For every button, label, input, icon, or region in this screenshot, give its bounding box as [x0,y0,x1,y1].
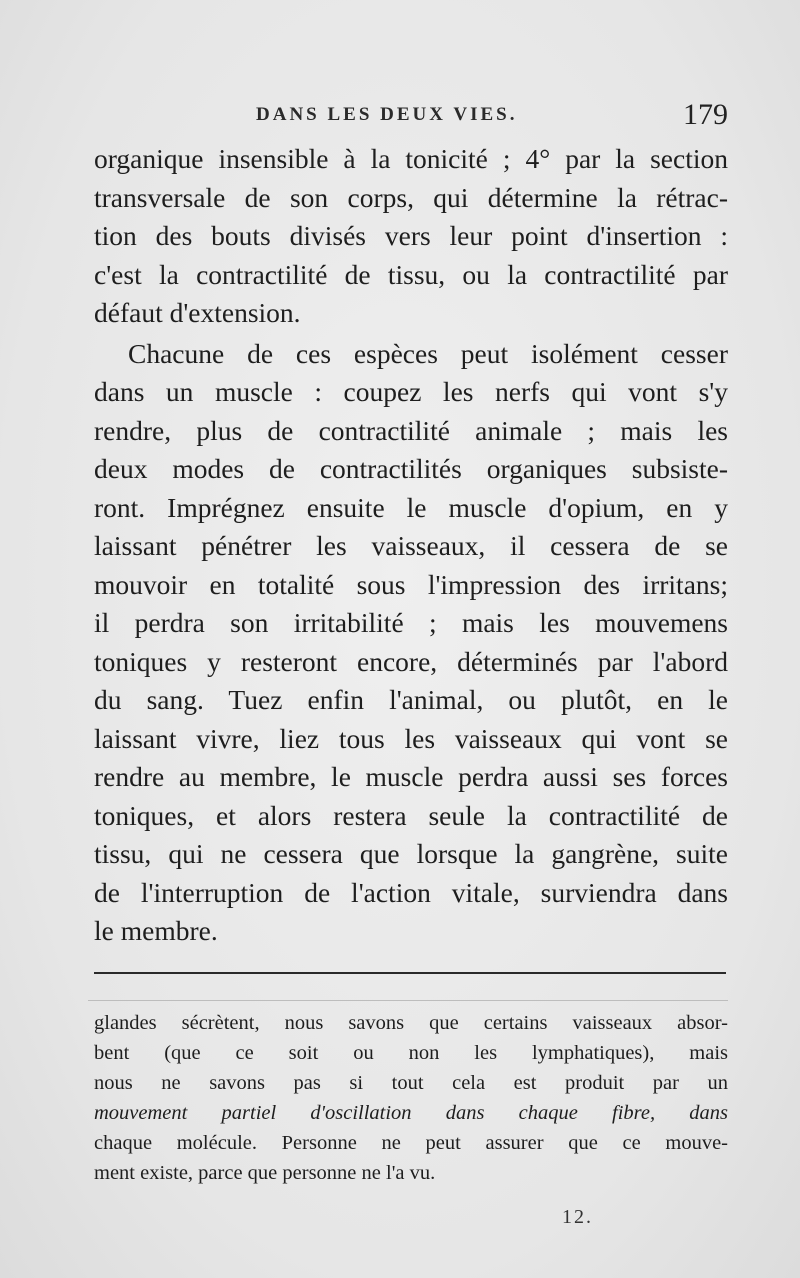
text-line: organique insensible à la tonicité ; 4° par la section [94,143,728,174]
footnote-line: chaque molécule. Personne ne peut assurer que ce mouve- [94,1132,728,1154]
text-line: de l'interruption de l'action vitale, surviendra dans [94,876,728,908]
footnote-line: glandes sécrètent, nous savons que certains vaisseaux absor- [94,1012,728,1034]
text-line: dans un muscle : coupez les nerfs qui vont s'y [94,376,728,407]
text-line: toniques y resteront encore, déterminés par l'abord [94,645,728,677]
text-line: tion des bouts divisés vers leur point d'insertion : [94,220,728,251]
text-line: laissant pénétrer les vaisseaux, il cessera de se [94,530,728,561]
text-line: deux modes de contractilités organiques subsiste- [94,453,728,484]
footnote-separator-faint [88,1000,728,1001]
footnote-line: ment existe, parce que personne ne l'a vu. [94,1162,436,1184]
text-line: tissu, qui ne cessera que lorsque la gangrène, suite [94,838,728,869]
page-header [92,98,730,134]
footnote-line: bent (que ce soit ou non les lymphatiques), mais [94,1042,728,1064]
text-line: rendre au membre, le muscle perdra aussi ses forces [94,761,728,792]
text-line: du sang. Tuez enfin l'animal, ou plutôt, en le [94,684,728,715]
text-line: transversale de son corps, qui détermine la rétrac- [94,181,728,213]
footnote-line: mouvement partiel d'oscillation dans chaque fibre, dans [94,1102,728,1124]
main-text [94,140,728,951]
signature-mark: 12. [562,1206,593,1228]
running-head: DANS LES DEUX VIES. [256,104,518,125]
footnote-separator [94,972,726,974]
footnote-line: nous ne savons pas si tout cela est produit par un [94,1072,728,1094]
text-line: rendre, plus de contractilité animale ; mais les [94,414,728,446]
text-line: le membre. [94,915,218,946]
text-line: ront. Imprégnez ensuite le muscle d'opium, en y [94,491,728,523]
text-line: il perdra son irritabilité ; mais les mouvemens [94,607,728,638]
footnote [94,1008,728,1188]
text-line: mouvoir en totalité sous l'impression des irritans; [94,568,728,600]
page-number: 179 [683,98,728,131]
text-line: laissant vivre, liez tous les vaisseaux qui vont se [94,722,728,754]
text-line: défaut d'extension. [94,297,301,328]
text-line: c'est la contractilité de tissu, ou la contractilité par [94,258,728,290]
text-line: Chacune de ces espèces peut isolément cesser [128,337,728,369]
text-line: toniques, et alors restera seule la contractilité de [94,799,728,831]
